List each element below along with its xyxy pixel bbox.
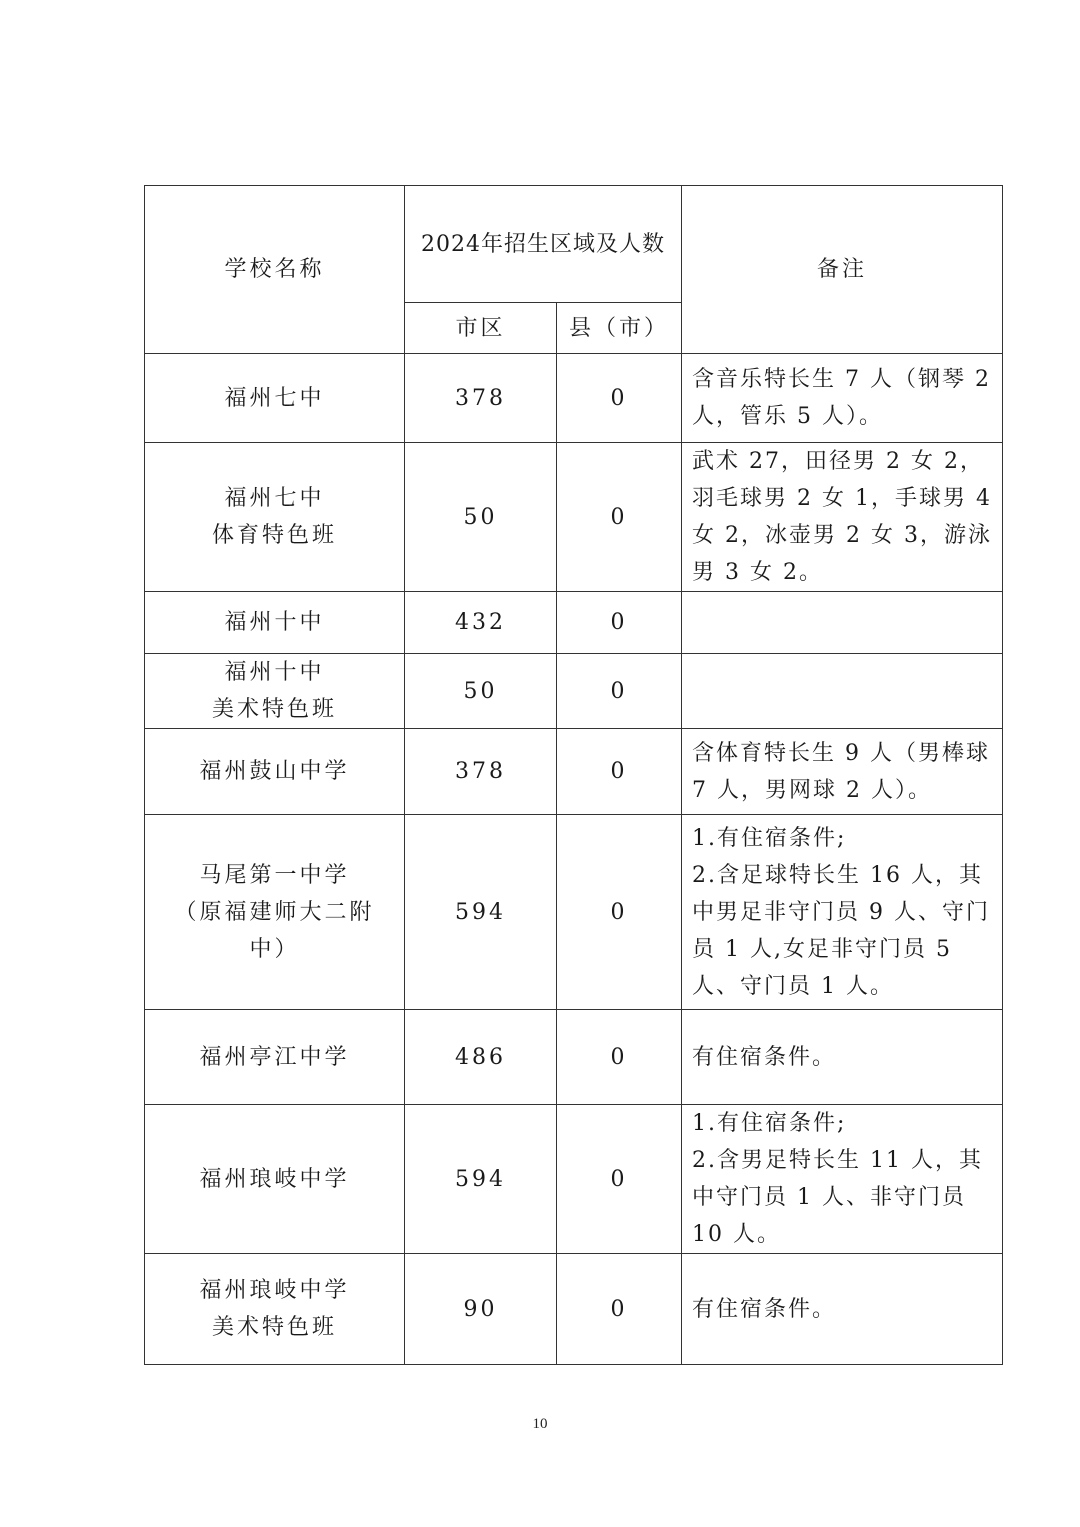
city-count-cell: 594	[405, 1105, 557, 1254]
school-name-cell: 福州十中 美术特色班	[145, 654, 405, 729]
note-cell: 1.有住宿条件; 2.含足球特长生 16 人，其中男足非守门员 9 人、守门员 1 人,女足非守门员 5 人、守门员 1 人。	[682, 815, 1003, 1010]
school-name-cell: 福州琅岐中学	[145, 1105, 405, 1254]
city-count-cell: 486	[405, 1010, 557, 1105]
header-row-1	[145, 186, 1003, 303]
county-count-cell: 0	[557, 1254, 682, 1365]
table-row	[145, 654, 1003, 729]
header-county: 县（市）	[557, 303, 682, 354]
school-name-cell: 福州十中	[145, 592, 405, 654]
header-note: 备注	[682, 186, 1003, 354]
school-name-cell: 福州七中	[145, 354, 405, 443]
county-count-cell: 0	[557, 443, 682, 592]
school-name-cell: 福州亭江中学	[145, 1010, 405, 1105]
table-row	[145, 443, 1003, 592]
enrollment-table	[144, 185, 1003, 1365]
county-count-cell: 0	[557, 592, 682, 654]
note-cell: 有住宿条件。	[682, 1010, 1003, 1105]
table-row	[145, 592, 1003, 654]
page-number: 10	[532, 1416, 548, 1432]
note-cell: 1.有住宿条件; 2.含男足特长生 11 人，其中守门员 1 人、非守门员 10 人。	[682, 1105, 1003, 1254]
county-count-cell: 0	[557, 1010, 682, 1105]
table-row	[145, 815, 1003, 1010]
header-school-name: 学校名称	[145, 186, 405, 354]
school-name-cell: 福州琅岐中学 美术特色班	[145, 1254, 405, 1365]
note-cell	[682, 592, 1003, 654]
county-count-cell: 0	[557, 654, 682, 729]
county-count-cell: 0	[557, 354, 682, 443]
city-count-cell: 432	[405, 592, 557, 654]
table-row	[145, 729, 1003, 815]
note-cell: 含音乐特长生 7 人（钢琴 2 人，管乐 5 人）。	[682, 354, 1003, 443]
school-name-cell: 福州鼓山中学	[145, 729, 405, 815]
note-cell: 武术 27，田径男 2 女 2，羽毛球男 2 女 1，手球男 4 女 2，冰壶男 2 女 3，游泳男 3 女 2。	[682, 443, 1003, 592]
note-cell: 含体育特长生 9 人（男棒球 7 人，男网球 2 人）。	[682, 729, 1003, 815]
city-count-cell: 378	[405, 354, 557, 443]
header-enrollment-region: 2024年招生区域及人数	[405, 186, 682, 303]
city-count-cell: 50	[405, 654, 557, 729]
county-count-cell: 0	[557, 1105, 682, 1254]
note-cell: 有住宿条件。	[682, 1254, 1003, 1365]
school-name-cell: 福州七中 体育特色班	[145, 443, 405, 592]
city-count-cell: 378	[405, 729, 557, 815]
table-row	[145, 354, 1003, 443]
table-row	[145, 1105, 1003, 1254]
note-cell	[682, 654, 1003, 729]
city-count-cell: 90	[405, 1254, 557, 1365]
city-count-cell: 594	[405, 815, 557, 1010]
school-name-cell: 马尾第一中学 （原福建师大二附中）	[145, 815, 405, 1010]
county-count-cell: 0	[557, 815, 682, 1010]
table-row	[145, 1010, 1003, 1105]
table-row	[145, 1254, 1003, 1365]
city-count-cell: 50	[405, 443, 557, 592]
county-count-cell: 0	[557, 729, 682, 815]
header-city: 市区	[405, 303, 557, 354]
